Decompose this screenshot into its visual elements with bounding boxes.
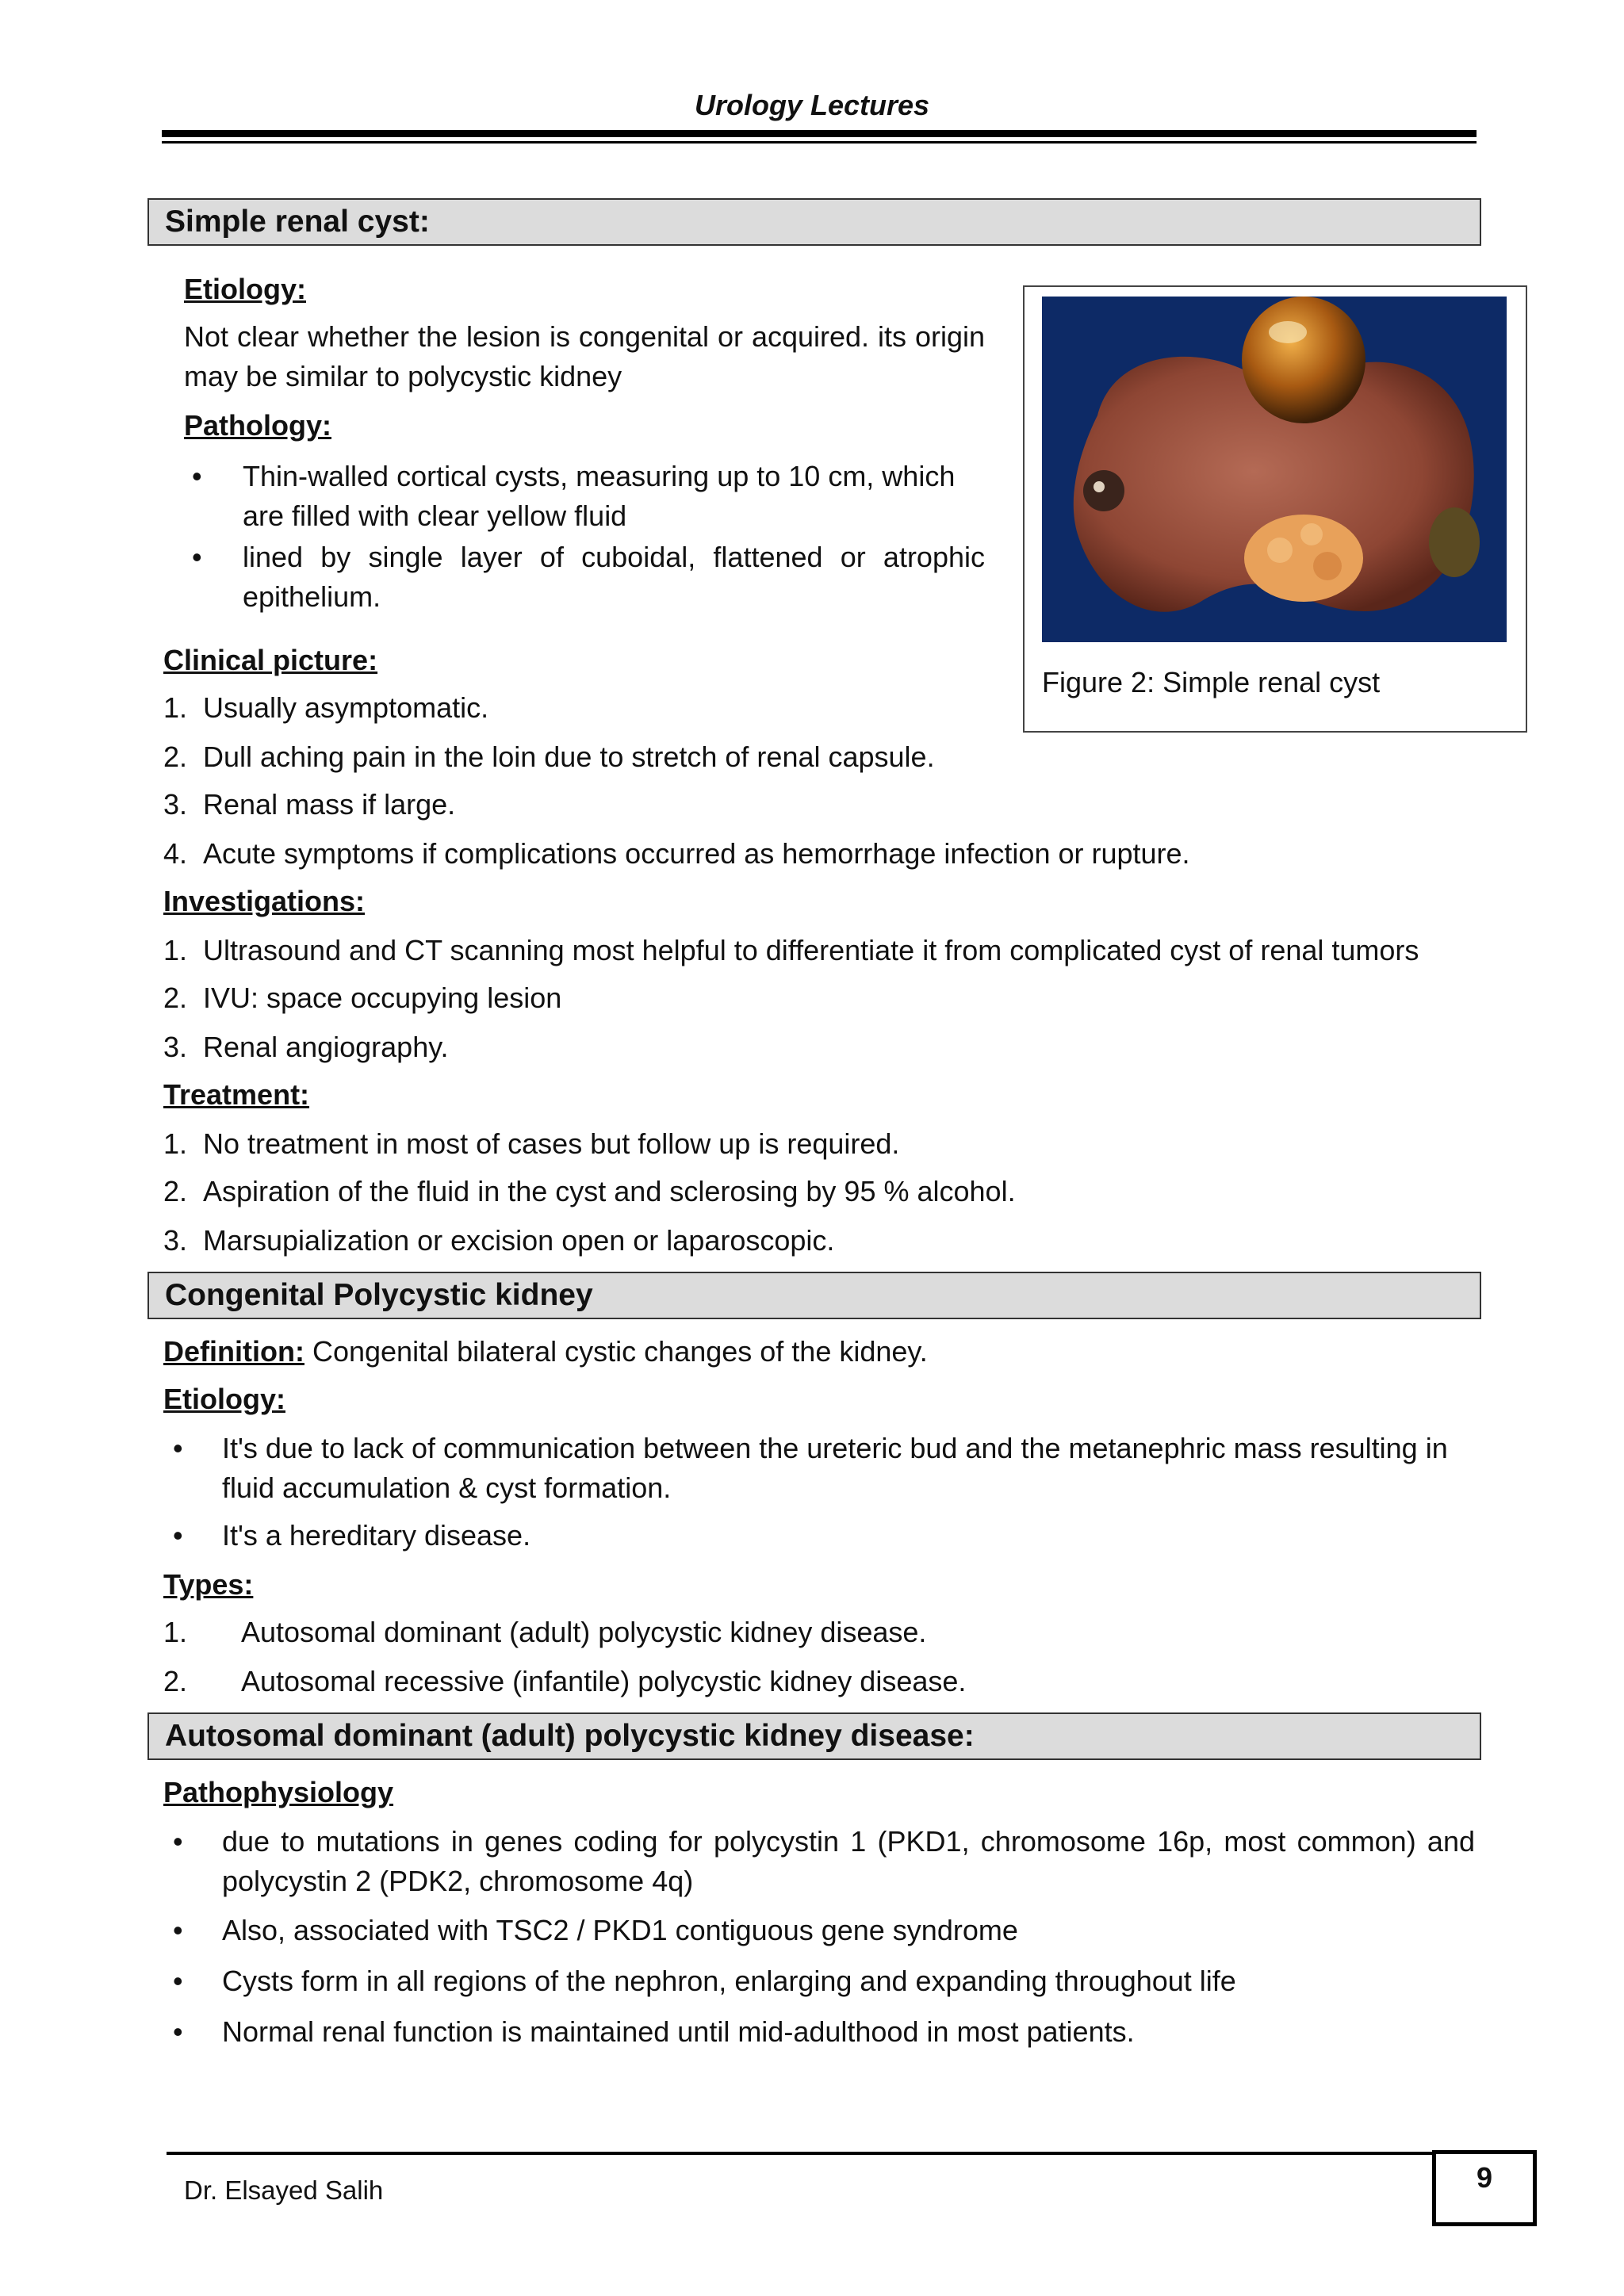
list-number: 2. [163,1665,188,1697]
clinical-picture-heading: Clinical picture: [163,644,378,676]
list-number: 3. [163,1031,188,1063]
types-item: Autosomal dominant (adult) polycystic kidney disease. [241,1616,927,1648]
pathophysiology-heading: Pathophysiology [163,1776,394,1808]
investigation-item: Ultrasound and CT scanning most helpful to differentiate it from complicated cyst of renal tumors [203,934,1419,966]
section-title-polycystic-kidney: Congenital Polycystic kidney [147,1272,1481,1319]
types-heading: Types: [163,1568,254,1601]
header-rule [162,130,1477,137]
treatment-item: Marsupialization or excision open or laparoscopic. [203,1224,835,1257]
kidney-cyst-image [1042,297,1507,642]
list-number: 1. [163,691,188,724]
pathophysiology-item: Also, associated with TSC2 / PKD1 contiguous gene syndrome [222,1914,1018,1946]
pathophysiology-item: Normal renal function is maintained until mid-adulthood in most patients. [222,2015,1135,2048]
treatment-heading: Treatment: [163,1078,310,1111]
definition-line [163,1332,928,1372]
bullet-icon: • [192,541,202,573]
bullet-icon: • [173,1432,183,1464]
list-number: 2. [163,1175,188,1207]
list-number: 3. [163,1224,188,1257]
definition-text: Congenital bilateral cystic changes of the kidney. [304,1335,928,1368]
header-rule-thin [162,141,1477,144]
pathology-item: lined by single layer of cuboidal, flattened or atrophic epithelium. [243,541,985,613]
page-number: 9 [1432,2150,1537,2226]
list-number: 1. [163,934,188,966]
list-number: 1. [163,1127,188,1160]
types-item: Autosomal recessive (infantile) polycystic kidney disease. [241,1665,967,1697]
footer-rule [167,2152,1435,2155]
page-header-title: Urology Lectures [694,89,930,121]
list-number: 2. [163,740,188,773]
investigations-heading: Investigations: [163,885,366,917]
treatment-item: Aspiration of the fluid in the cyst and sclerosing by 95 % alcohol. [203,1175,1016,1207]
etiology-text: Not clear whether the lesion is congenital or acquired. its origin may be similar to polycystic kidney [184,320,985,392]
investigation-item: IVU: space occupying lesion [203,982,562,1014]
pathophysiology-item: due to mutations in genes coding for polycystin 1 (PKD1, chromosome 16p, most common) and polycystin 2 (PDK2, chromosome 4q) [222,1825,1475,1897]
etiology-heading: Etiology: [163,1383,285,1415]
investigation-item: Renal angiography. [203,1031,449,1063]
clinical-item: Usually asymptomatic. [203,691,489,724]
definition-heading: Definition: [163,1335,304,1368]
list-number: 4. [163,837,188,870]
list-number: 1. [163,1616,188,1648]
footer-author: Dr. Elsayed Salih [184,2175,384,2205]
clinical-item: Renal mass if large. [203,788,456,821]
bullet-icon: • [173,1965,183,1997]
list-number: 3. [163,788,188,821]
clinical-item: Acute symptoms if complications occurred as hemorrhage infection or rupture. [203,837,1190,870]
bullet-icon: • [173,1825,183,1858]
section-title-simple-renal-cyst: Simple renal cyst: [147,198,1481,246]
pathology-item: Thin-walled cortical cysts, measuring up to 10 cm, which are filled with clear yellow fluid [243,460,956,532]
clinical-item: Dull aching pain in the loin due to stretch of renal capsule. [203,740,935,773]
list-number: 2. [163,982,188,1014]
etiology-heading: Etiology: [184,273,306,305]
etiology-item: It's a hereditary disease. [222,1519,531,1552]
bullet-icon: • [173,1519,183,1552]
figure-simple-renal-cyst [1023,285,1527,733]
figure-caption: Figure 2: Simple renal cyst [1042,666,1381,698]
bullet-icon: • [173,2015,183,2048]
bullet-icon: • [173,1914,183,1946]
pathology-heading: Pathology: [184,409,331,442]
bullet-icon: • [192,460,202,492]
treatment-item: No treatment in most of cases but follow up is required. [203,1127,900,1160]
pathophysiology-item: Cysts form in all regions of the nephron, enlarging and expanding throughout life [222,1965,1236,1997]
etiology-item: It's due to lack of communication between the ureteric bud and the metanephric mass resulting in fluid accumulation & cyst formation. [222,1432,1448,1504]
section-title-adpkd: Autosomal dominant (adult) polycystic kidney disease: [147,1712,1481,1760]
